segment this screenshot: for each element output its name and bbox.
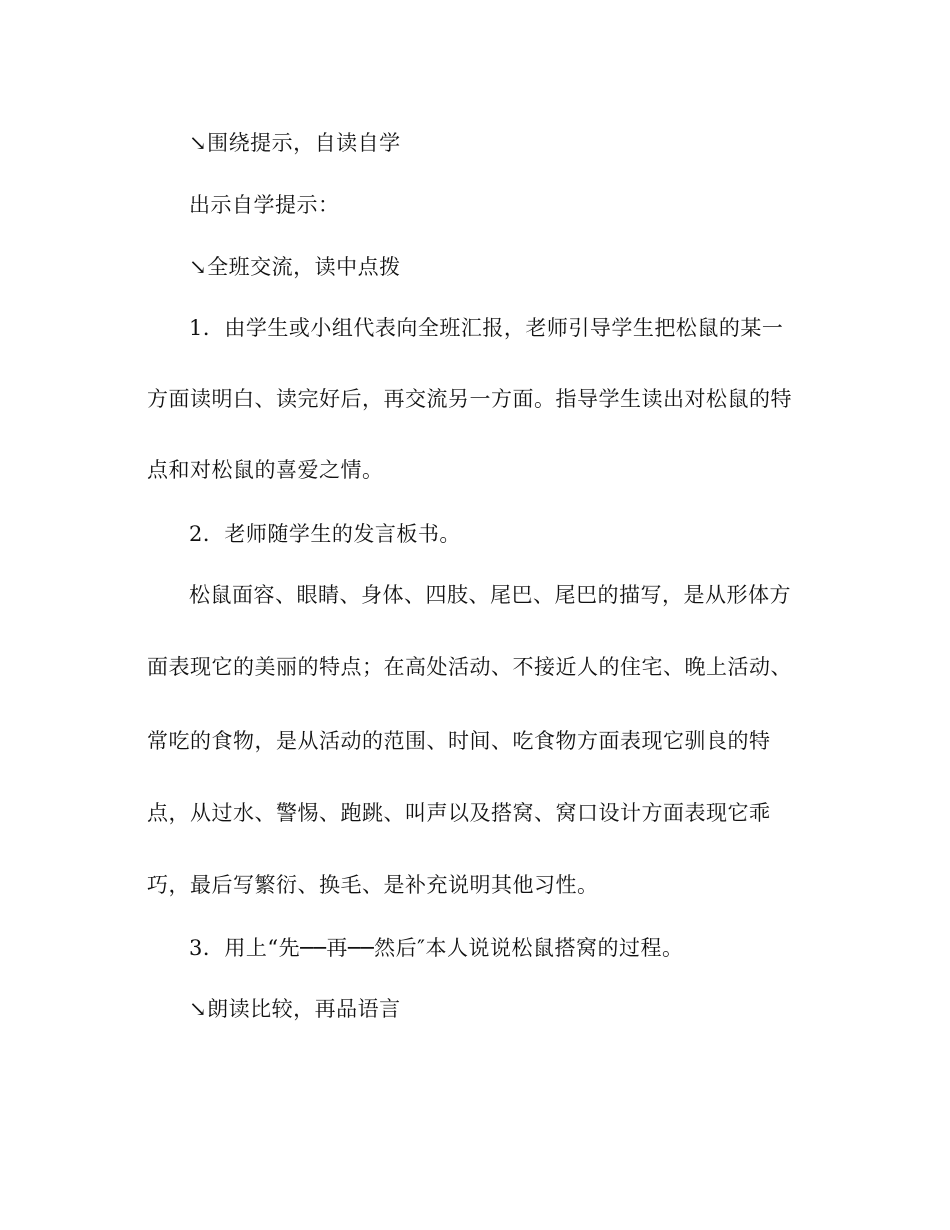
paragraph-show-prompt: 出示自学提示： [189,193,340,217]
section-heading-reading-compare: ↘朗读比较，再品语言 [189,997,401,1021]
paragraph-squirrel-line-3: 常吃的食物，是从活动的范围、时间、吃食物方面表现它驯良的特 [147,729,771,753]
paragraph-squirrel-line-2: 面表现它的美丽的特点；在高处活动、不接近人的住宅、晚上活动、 [147,655,792,679]
section-heading-class-exchange: ↘全班交流，读中点拨 [189,255,401,279]
paragraph-squirrel-line-1: 松鼠面容、眼睛、身体、四肢、尾巴、尾巴的描写，是从形体方 [189,583,791,607]
paragraph-item-3: 3．用上“先──再──然后″本人说说松鼠搭窝的过程。 [189,936,684,960]
paragraph-item-1-line-3: 点和对松鼠的喜爱之情。 [147,458,384,482]
paragraph-item-2: 2．老师随学生的发言板书。 [189,522,461,546]
section-heading-self-study: ↘围绕提示，自读自学 [189,131,401,155]
paragraph-item-1-line-2: 方面读明白、读完好后，再交流另一方面。指导学生读出对松鼠的特 [147,387,792,411]
paragraph-squirrel-line-4: 点，从过水、警惕、跑跳、叫声以及搭窝、窝口设计方面表现它乖 [147,801,771,825]
paragraph-squirrel-line-5: 巧，最后写繁衍、换毛、是补充说明其他习性。 [147,873,599,897]
paragraph-item-1-line-1: 1．由学生或小组代表向全班汇报，老师引导学生把松鼠的某一 [189,316,784,340]
